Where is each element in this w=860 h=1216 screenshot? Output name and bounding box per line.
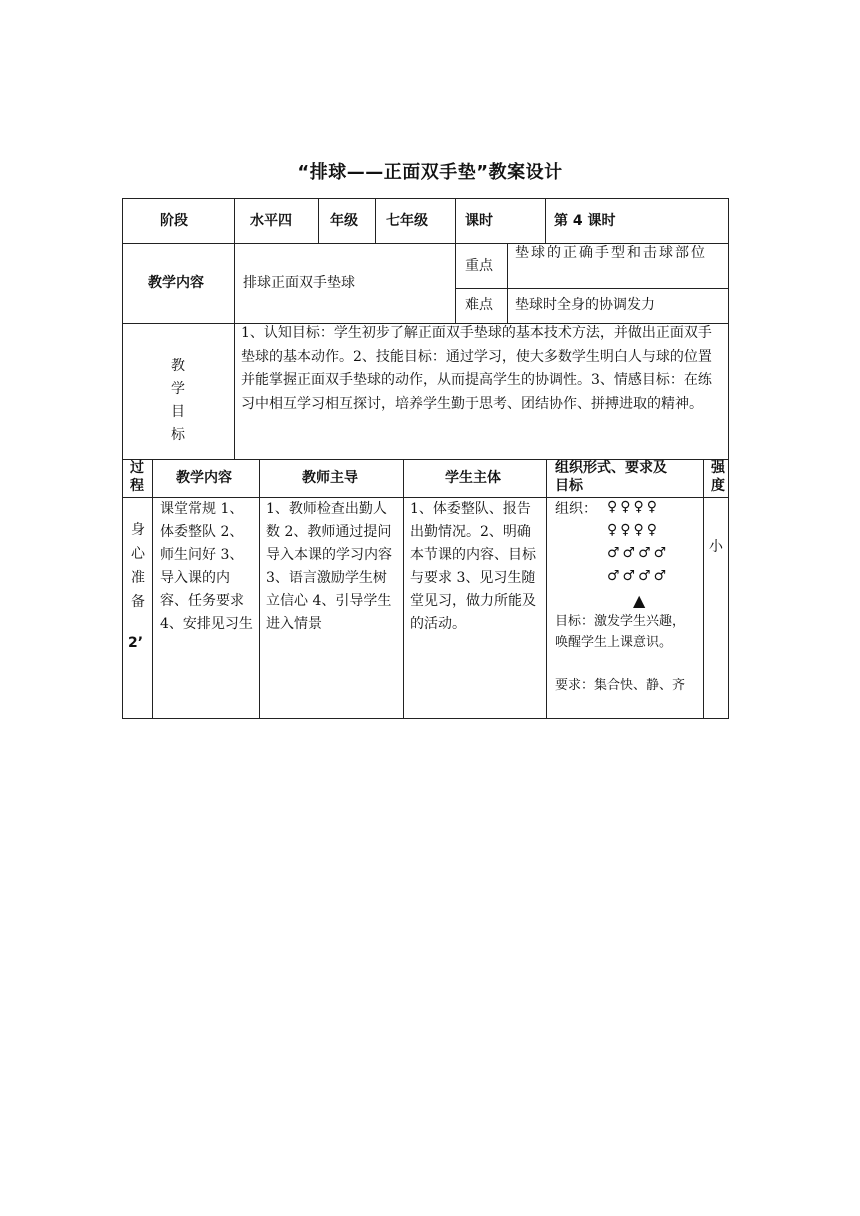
- period-label: 课时: [465, 213, 493, 229]
- row-content: 课堂常规 1、体委整队 2、师生问好 3、导入课的内容、任务要求 4、安排见习生: [160, 501, 253, 632]
- col-intensity: 强度: [711, 460, 725, 494]
- col-teacher: 教师主导: [302, 470, 358, 486]
- grade-label: 年级: [330, 213, 358, 229]
- teaching-content-label: 教学内容: [148, 275, 204, 291]
- formation-male-row-2: ♂♂♂♂: [607, 568, 670, 584]
- teaching-goals-label: 教学目标: [171, 358, 185, 443]
- teacher-triangle-icon: ▲: [633, 591, 646, 610]
- col-content: 教学内容: [176, 470, 232, 486]
- key-point-label: 重点: [465, 258, 493, 274]
- col-organization: 组织形式、要求及目标: [555, 460, 667, 494]
- org-label: 组织：: [555, 501, 597, 517]
- row-intensity: 小: [709, 539, 723, 555]
- formation-female-row-2: ♀♀♀♀: [607, 522, 661, 538]
- stage-value: 水平四: [250, 213, 292, 229]
- page-title: “排球——正面双手垫”教案设计: [297, 162, 563, 183]
- period-value: 第 4 课时: [554, 213, 616, 229]
- key-point-value: 垫球的正确手型和击球部位: [515, 245, 707, 261]
- col-student: 学生主体: [445, 470, 501, 486]
- row-teacher: 1、教师检查出勤人数 2、教师通过提问导入本课的学习内容 3、语言激励学生树立信心 4、引导学生进入情景: [266, 501, 392, 632]
- org-requirement: 要求：集合快、静、齐: [555, 678, 686, 693]
- difficult-point-label: 难点: [465, 297, 493, 313]
- row-process: 身心准备: [131, 522, 145, 610]
- formation-male-row-1: ♂♂♂♂: [607, 545, 670, 561]
- org-goal: 目标：激发学生兴趣，唤醒学生上课意识。: [555, 614, 686, 650]
- teaching-goals-text: 1、认知目标：学生初步了解正面双手垫球的基本技术方法，并做出正面双手垫球的基本动作。2、技能目标：通过学习，使大多数学生明白人与球的位置并能掌握正面双手垫球的动作，从而提高学生的协调性。3、情感目标：在练习中相互学习相互探讨，培养学生勤于思考、团结协作、拼搏进取的精神。: [241, 325, 712, 412]
- stage-label: 阶段: [160, 213, 188, 229]
- difficult-point-value: 垫球时全身的协调发力: [515, 297, 655, 313]
- teaching-content-value: 排球正面双手垫球: [243, 275, 355, 291]
- col-process: 过程: [130, 460, 144, 494]
- row-time: 2’: [128, 635, 144, 651]
- formation-female-row-1: ♀♀♀♀: [607, 499, 661, 515]
- row-student: 1、体委整队、报告出勤情况。2、明确本节课的内容、目标与要求 3、见习生随堂见习，做力所能及的活动。: [410, 501, 536, 632]
- grade-value: 七年级: [386, 213, 428, 229]
